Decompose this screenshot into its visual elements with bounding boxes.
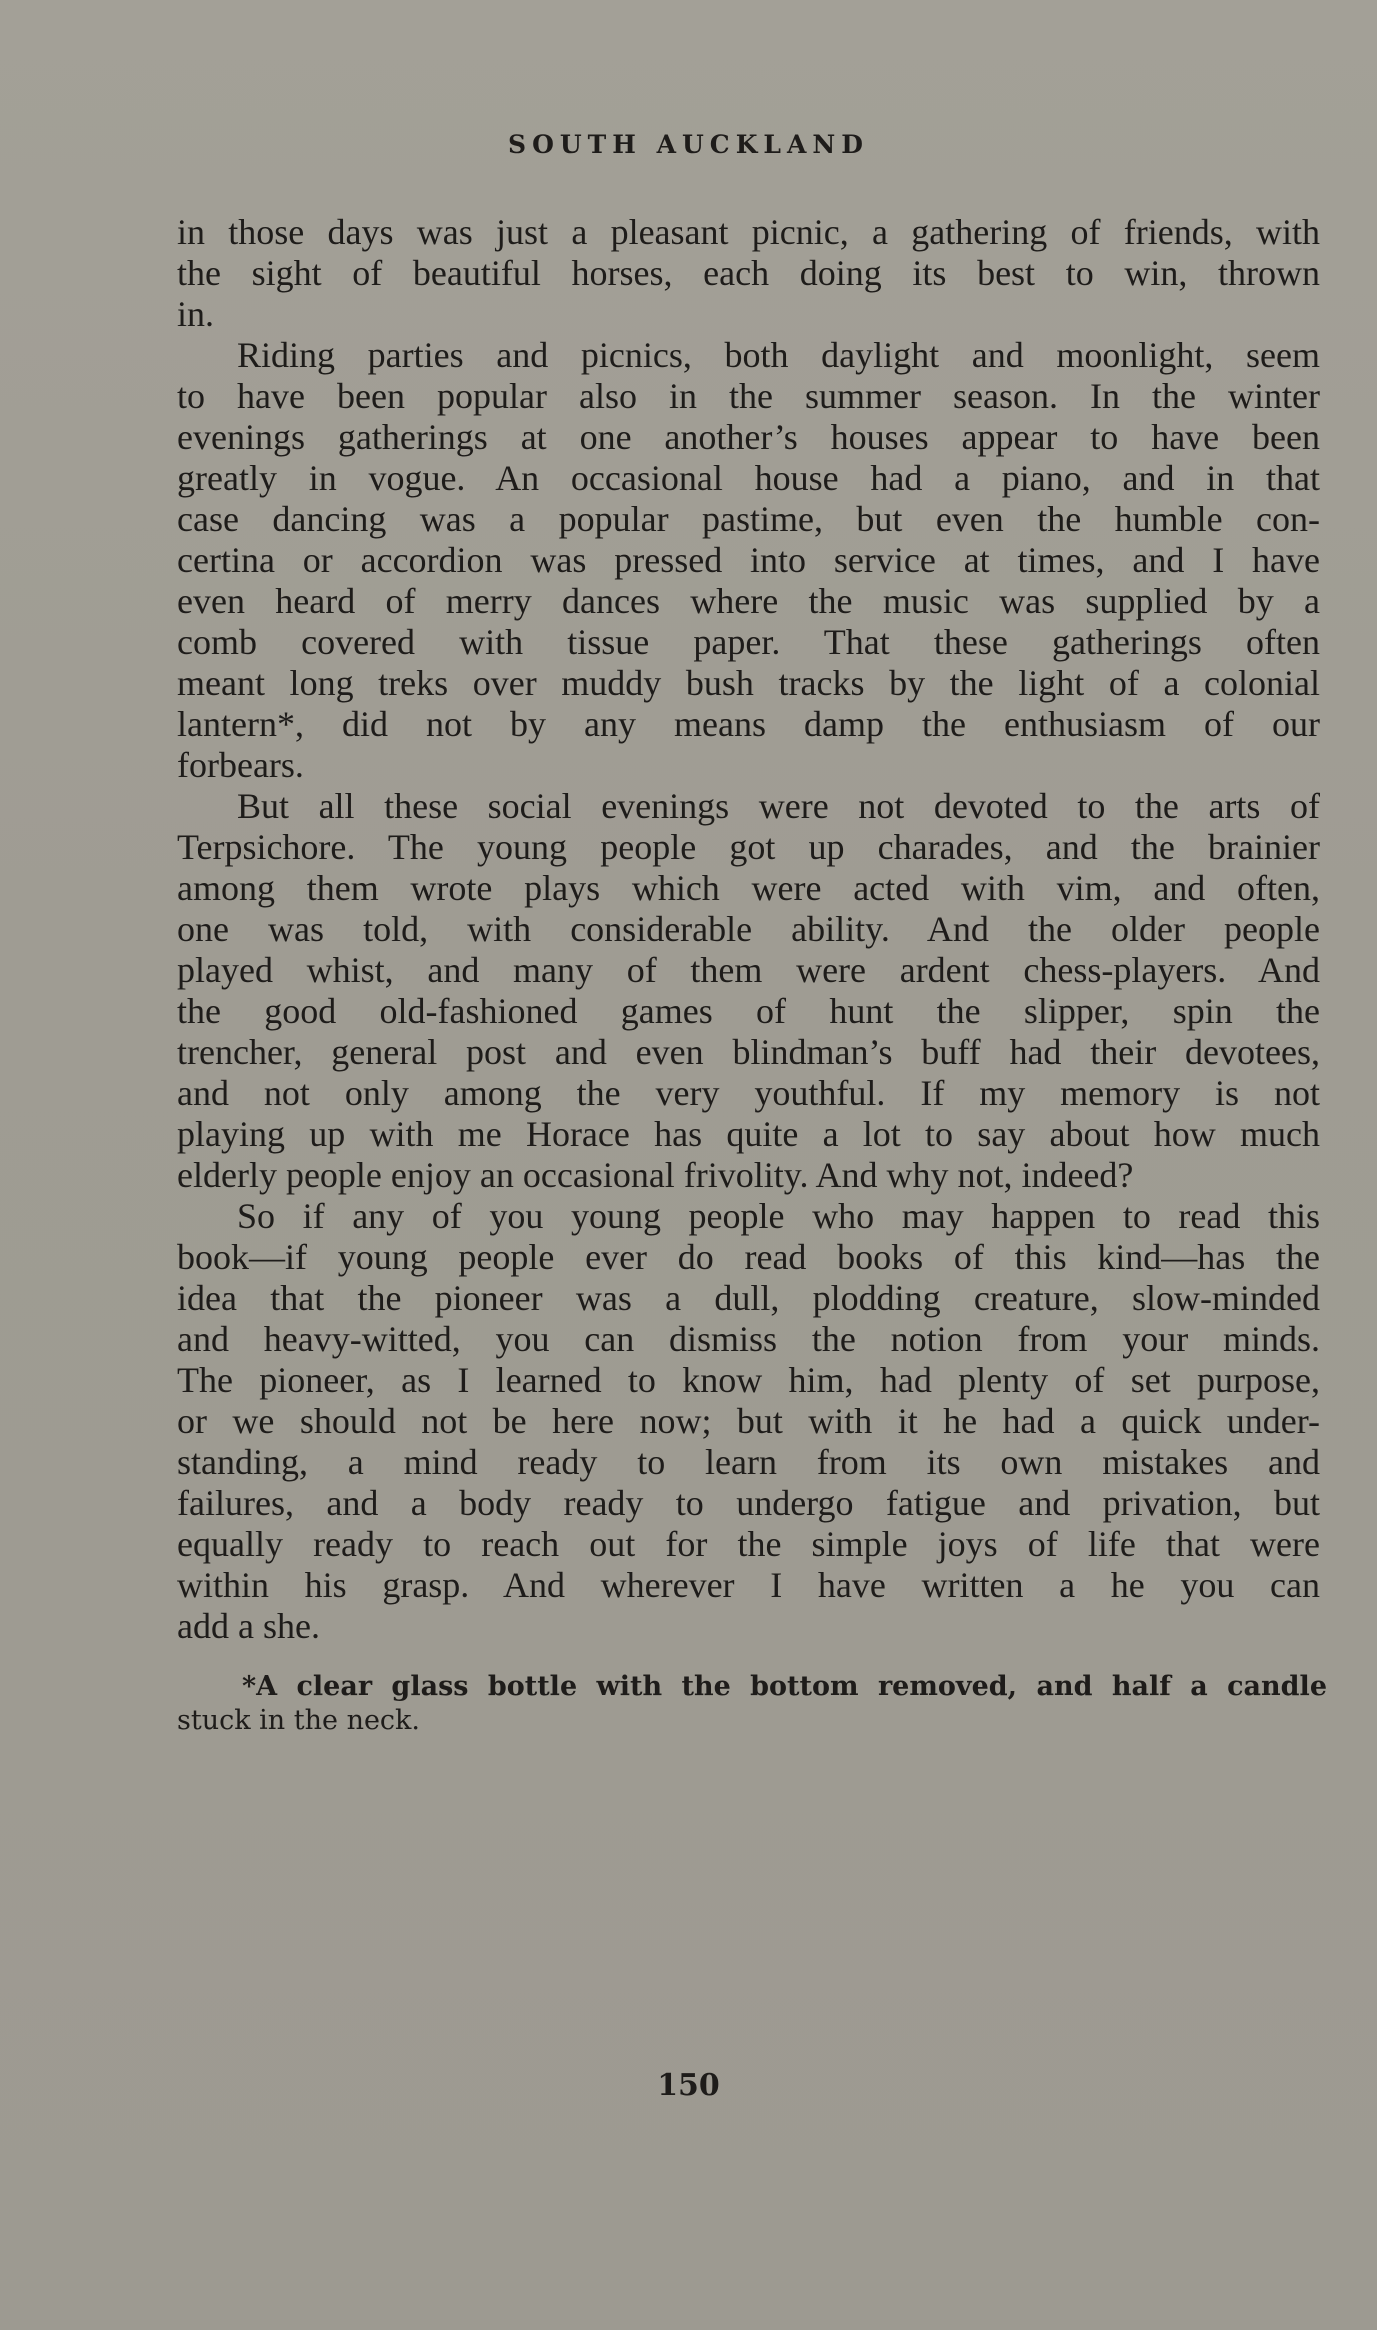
text-line: standing, a mind ready to learn from its own mistakes and (177, 1442, 1320, 1482)
text-line: evenings gatherings at one another’s houses appear to have been (177, 417, 1320, 457)
text-line: in those days was just a pleasant picnic, a gathering of friends, with (177, 212, 1320, 252)
paragraph-2 (177, 335, 1320, 786)
text-line: elderly people enjoy an occasional frivolity. And why not, indeed? (177, 1155, 1134, 1195)
text-line: played whist, and many of them were ardent chess-players. And (177, 950, 1320, 990)
text-line: and heavy-witted, you can dismiss the notion from your minds. (177, 1319, 1320, 1359)
paragraph-4 (177, 1196, 1320, 1647)
text-line: one was told, with considerable ability. And the older people (177, 909, 1320, 949)
text-line: book—if young people ever do read books of this kind—has the (177, 1237, 1320, 1277)
text-line: certina or accordion was pressed into service at times, and I have (177, 540, 1320, 580)
footnote-line: *A clear glass bottle with the bottom removed, and half a candle (242, 1671, 1327, 1702)
text-line: to have been popular also in the summer season. In the winter (177, 376, 1320, 416)
text-line: add a she. (177, 1606, 320, 1646)
text-line: even heard of merry dances where the music was supplied by a (177, 581, 1320, 621)
text-line: Terpsichore. The young people got up charades, and the brainier (177, 827, 1320, 867)
text-line: greatly in vogue. An occasional house had a piano, and in that (177, 458, 1320, 498)
running-head: SOUTH AUCKLAND (508, 130, 869, 159)
text-line: among them wrote plays which were acted with vim, and often, (177, 868, 1320, 908)
text-line: forbears. (177, 745, 304, 785)
body-text (177, 212, 1320, 1647)
text-line: Riding parties and picnics, both daylight and moonlight, seem (237, 335, 1320, 375)
text-line: case dancing was a popular pastime, but even the humble con- (177, 499, 1320, 539)
text-line: lantern*, did not by any means damp the enthusiasm of our (177, 704, 1320, 744)
text-line: equally ready to reach out for the simple joys of life that were (177, 1524, 1320, 1564)
text-line: The pioneer, as I learned to know him, had plenty of set purpose, (177, 1360, 1320, 1400)
paragraph-3 (177, 786, 1320, 1196)
text-line: meant long treks over muddy bush tracks by the light of a colonial (177, 663, 1320, 703)
text-line: But all these social evenings were not devoted to the arts of (237, 786, 1320, 826)
text-line: playing up with me Horace has quite a lot to say about how much (177, 1114, 1320, 1154)
text-line: failures, and a body ready to undergo fatigue and privation, but (177, 1483, 1320, 1523)
page-number: 150 (657, 2068, 720, 2103)
text-line: within his grasp. And wherever I have written a he you can (177, 1565, 1320, 1605)
text-line: and not only among the very youthful. If my memory is not (177, 1073, 1320, 1113)
text-line: the good old-fashioned games of hunt the slipper, spin the (177, 991, 1320, 1031)
text-line: So if any of you young people who may happen to read this (237, 1196, 1320, 1236)
text-line: idea that the pioneer was a dull, plodding creature, slow-minded (177, 1278, 1320, 1318)
text-line: the sight of beautiful horses, each doing its best to win, thrown (177, 253, 1320, 293)
text-line: or we should not be here now; but with it he had a quick under- (177, 1401, 1320, 1441)
footnote (177, 1670, 1327, 1738)
text-line: comb covered with tissue paper. That these gatherings often (177, 622, 1320, 662)
text-line: in. (177, 294, 215, 334)
paragraph-1 (177, 212, 1320, 335)
text-line: trencher, general post and even blindman’s buff had their devotees, (177, 1032, 1320, 1072)
footnote-line: stuck in the neck. (177, 1705, 420, 1736)
